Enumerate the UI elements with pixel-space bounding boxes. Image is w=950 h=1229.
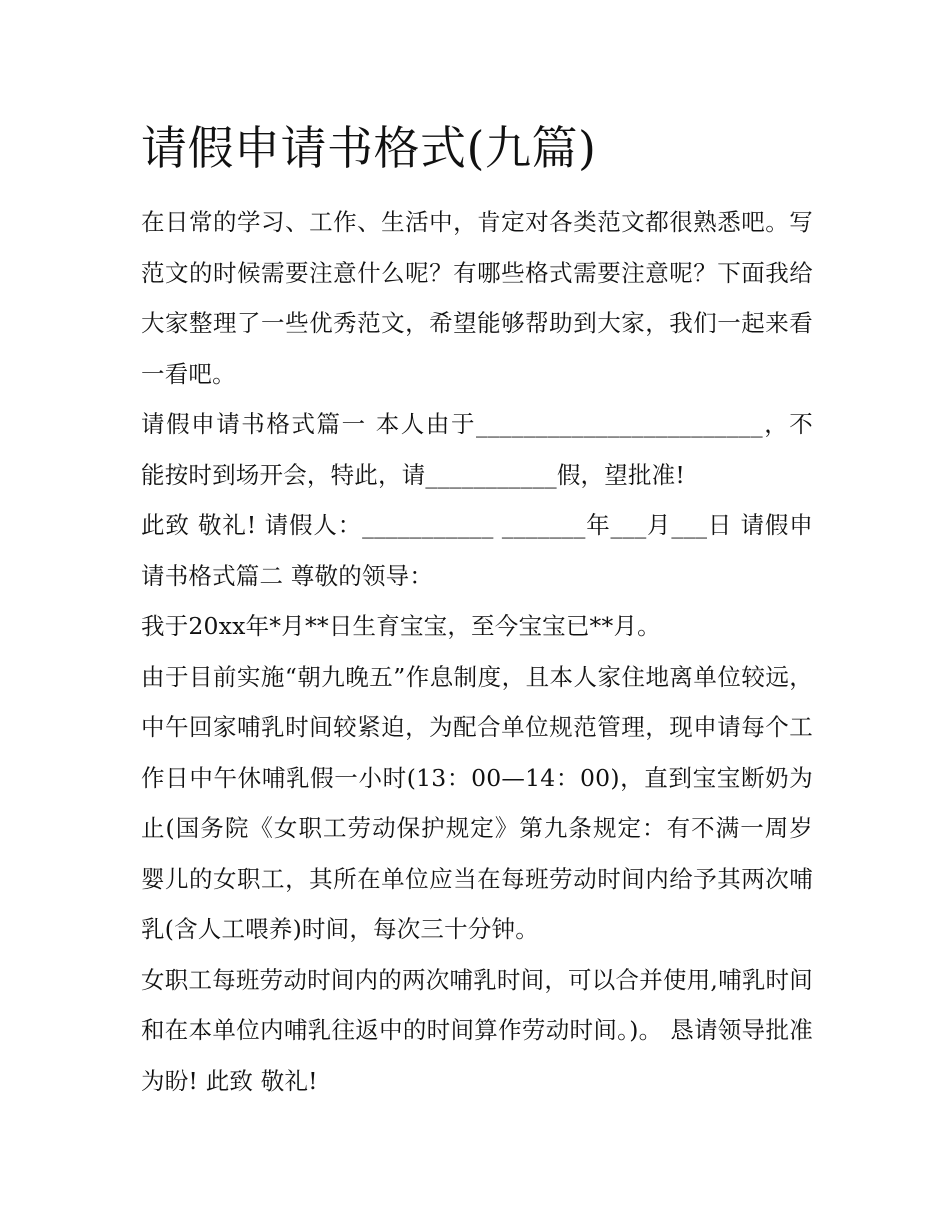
paragraph-format-one: 请假申请书格式篇一 本人由于________________________，不能按时到场开会，特此，请___________假，望批准!	[141, 410, 813, 489]
paragraph-birth-info: 我于20xx年*月**日生育宝宝，至今宝宝已**月。	[141, 612, 661, 640]
paragraph-signature-and-format-two: 此致 敬礼! 请假人：___________ _______年___月___日 请假申请书格式篇二 尊敬的领导：	[141, 511, 813, 590]
paragraph-closing: 女职工每班劳动时间内的两次哺乳时间，可以合并使用,哺乳时间和在本单位内哺乳往返中的时间算作劳动时间。)。 恳请领导批准为盼! 此致 敬礼!	[141, 965, 813, 1095]
document-title: 请假申请书格式(九篇)	[141, 121, 597, 175]
document-body	[141, 197, 813, 1106]
paragraph-request-reason: 由于目前实施“朝九晚五”作息制度，且本人家住地离单位较远，中午回家哺乳时间较紧迫，为配合单位规范管理，现申请每个工作日中午休哺乳假一小时(13：00—14：00)，直到宝宝断奶为止(国务院《女职工劳动保护规定》第九条规定：有不满一周岁婴儿的女职工，其所在单位应当在每班劳动时间内给予其两次哺乳(含人工喂养)时间，每次三十分钟。	[141, 662, 813, 943]
paragraph-intro: 在日常的学习、工作、生活中，肯定对各类范文都很熟悉吧。写范文的时候需要注意什么呢？有哪些格式需要注意呢？下面我给大家整理了一些优秀范文，希望能够帮助到大家，我们一起来看一看吧。	[141, 208, 813, 388]
document-page	[141, 118, 813, 1106]
